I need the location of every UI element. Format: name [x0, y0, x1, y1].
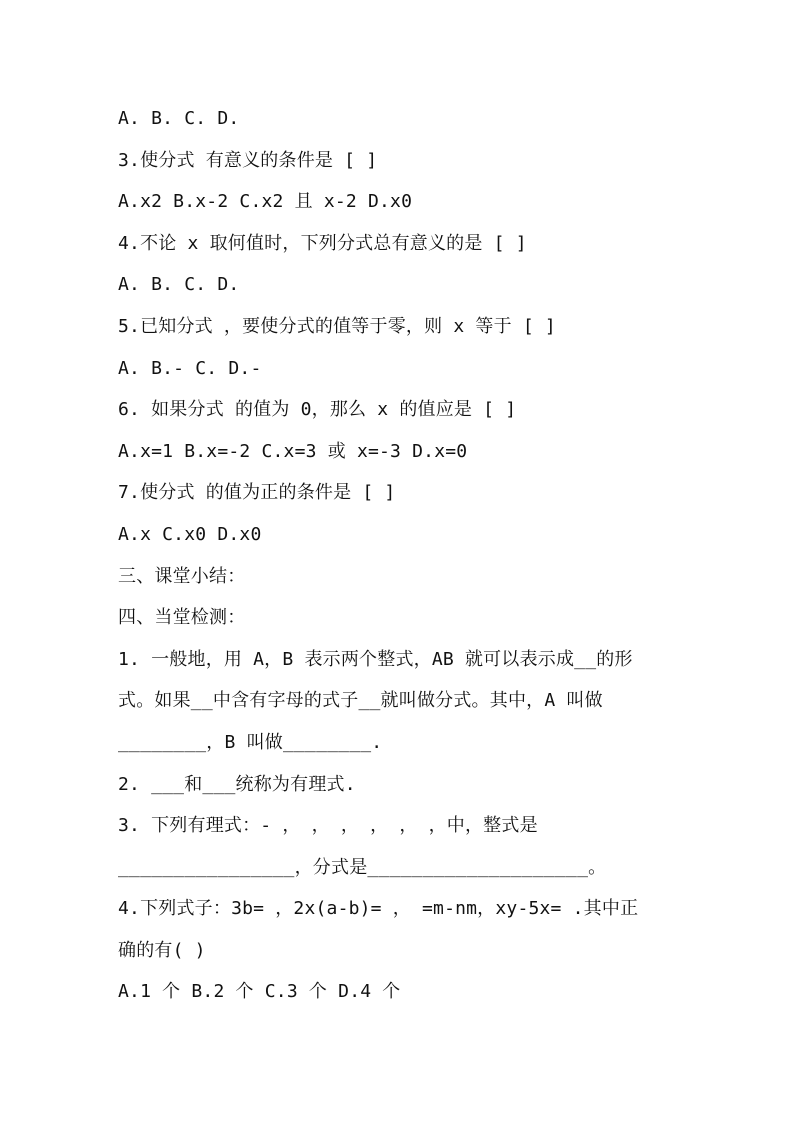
test-question-4-part-2: 确的有( ) — [118, 939, 206, 961]
test-question-1-part-3: ________，B 叫做________. — [118, 731, 383, 753]
options-line-q6: A.x=1 B.x=-2 C.x=3 或 x=-3 D.x=0 — [118, 440, 468, 462]
section-heading-test: 四、当堂检测： — [118, 607, 246, 629]
test-question-3-part-1: 3. 下列有理式：- ， ， ， ， ， ，中，整式是 — [118, 815, 538, 837]
question-5: 5.已知分式 ，要使分式的值等于零，则 x 等于 [ ] — [118, 315, 556, 337]
options-line-q3: A.x2 B.x-2 C.x2 且 x-2 D.x0 — [118, 191, 413, 213]
test-question-1-part-2: 式。如果__中含有字母的式子__就叫做分式。其中，A 叫做 — [118, 690, 603, 712]
document-body — [118, 98, 678, 1013]
section-heading-summary: 三、课堂小结： — [118, 565, 246, 587]
question-6: 6. 如果分式 的值为 0，那么 x 的值应是 [ ] — [118, 399, 517, 421]
test-question-4-part-1: 4.下列式子：3b= ，2x(a-b)= ， =m-nm，xy-5x= .其中正 — [118, 898, 639, 920]
question-3: 3.使分式 有意义的条件是 [ ] — [118, 149, 378, 171]
test-question-2: 2. ___和___统称为有理式. — [118, 773, 356, 795]
options-line-q5: A. B.- C. D.- — [118, 357, 262, 379]
question-4: 4.不论 x 取何值时，下列分式总有意义的是 [ ] — [118, 232, 527, 254]
question-7: 7.使分式 的值为正的条件是 [ ] — [118, 482, 396, 504]
options-line-q4: A. B. C. D. — [118, 274, 240, 296]
test-question-1-part-1: 1. 一般地，用 A，B 表示两个整式，AB 就可以表示成__的形 — [118, 648, 633, 670]
test-question-3-part-2: ________________，分式是____________________。 — [118, 856, 607, 878]
options-line-q7: A.x C.x0 D.x0 — [118, 523, 262, 545]
test-question-4-options: A.1 个 B.2 个 C.3 个 D.4 个 — [118, 981, 401, 1003]
options-line-q2: A. B. C. D. — [118, 108, 240, 129]
